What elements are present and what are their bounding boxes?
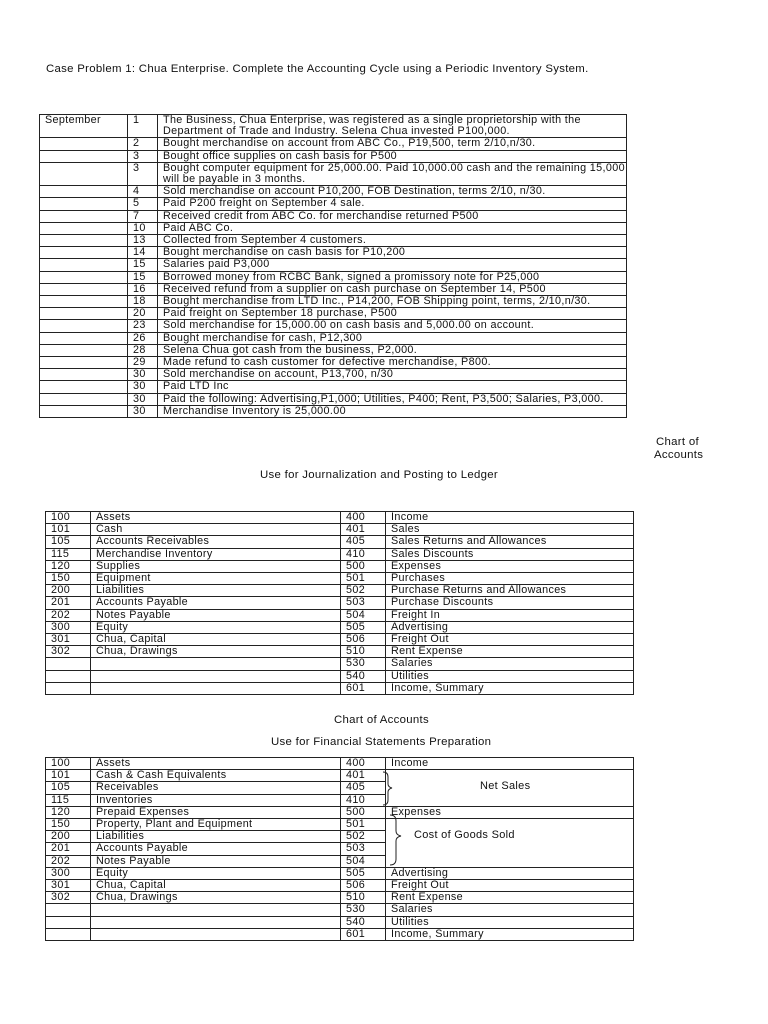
transaction-month-cell bbox=[40, 283, 128, 295]
transaction-month-cell bbox=[40, 271, 128, 283]
account-code-left: 200 bbox=[46, 585, 91, 597]
account-code-right: 405 bbox=[341, 782, 386, 794]
transaction-row bbox=[40, 271, 627, 283]
account-code-left: 300 bbox=[46, 867, 91, 879]
transaction-month-cell bbox=[40, 381, 128, 393]
account-name-left: Notes Payable bbox=[91, 609, 341, 621]
account-code-right: 510 bbox=[341, 646, 386, 658]
transaction-description: Bought computer equipment for 25,000.00. Paid 10,000.00 cash and the remaining 15,000 will be payable in 3 months. bbox=[158, 162, 627, 185]
transaction-description: Sold merchandise on account, P13,700, n/30 bbox=[158, 369, 627, 381]
transaction-description: Selena Chua got cash from the business, P2,000. bbox=[158, 344, 627, 356]
coa2-row bbox=[46, 831, 634, 843]
transaction-day: 29 bbox=[128, 357, 158, 369]
transaction-row bbox=[40, 198, 627, 210]
account-name-left: Cash bbox=[91, 524, 341, 536]
account-name-right: Salaries bbox=[386, 904, 634, 916]
account-code-left bbox=[46, 928, 91, 940]
account-code-right: 530 bbox=[341, 904, 386, 916]
account-name-right: Advertising bbox=[386, 621, 634, 633]
transaction-month-cell bbox=[40, 369, 128, 381]
account-name-left: Assets bbox=[91, 758, 341, 770]
account-name-left: Accounts Payable bbox=[91, 843, 341, 855]
account-code-right: 400 bbox=[341, 512, 386, 524]
account-code-left: 120 bbox=[46, 560, 91, 572]
coa1-row bbox=[46, 609, 634, 621]
account-name-right: Income, Summary bbox=[386, 682, 634, 694]
transaction-row bbox=[40, 162, 627, 185]
account-code-left: 101 bbox=[46, 770, 91, 782]
account-code-left: 201 bbox=[46, 843, 91, 855]
account-code-left: 120 bbox=[46, 806, 91, 818]
account-code-right: 502 bbox=[341, 585, 386, 597]
transaction-row bbox=[40, 381, 627, 393]
account-name-left: Accounts Payable bbox=[91, 597, 341, 609]
transaction-month-cell bbox=[40, 210, 128, 222]
account-code-right: 505 bbox=[341, 621, 386, 633]
transaction-day: 30 bbox=[128, 381, 158, 393]
account-name-right: Utilities bbox=[386, 670, 634, 682]
account-name-right bbox=[386, 855, 634, 867]
transaction-day: 15 bbox=[128, 271, 158, 283]
transaction-month-cell bbox=[40, 198, 128, 210]
account-code-right: 505 bbox=[341, 867, 386, 879]
transaction-row bbox=[40, 259, 627, 271]
side-note-chart-of: Chart of bbox=[656, 436, 699, 448]
transaction-description: Paid ABC Co. bbox=[158, 222, 627, 234]
transaction-description: Sold merchandise on account P10,200, FOB Destination, terms 2/10, n/30. bbox=[158, 186, 627, 198]
coa1-caption: Use for Journalization and Posting to Ledger bbox=[260, 469, 498, 481]
account-name-right: Sales bbox=[386, 524, 634, 536]
account-code-right: 503 bbox=[341, 597, 386, 609]
account-name-left: Receivables bbox=[91, 782, 341, 794]
account-code-right: 504 bbox=[341, 855, 386, 867]
account-name-right: Freight In bbox=[386, 609, 634, 621]
account-name-left: Chua, Drawings bbox=[91, 646, 341, 658]
transaction-description: The Business, Chua Enterprise, was registered as a single proprietorship with the Department of Trade and Industry. Selena Chua invested P100,000. bbox=[158, 115, 627, 138]
transaction-day: 14 bbox=[128, 247, 158, 259]
transaction-day: 20 bbox=[128, 308, 158, 320]
coa1-row bbox=[46, 670, 634, 682]
account-code-left: 105 bbox=[46, 782, 91, 794]
transaction-month-cell bbox=[40, 247, 128, 259]
transaction-day: 2 bbox=[128, 138, 158, 150]
transaction-description: Collected from September 4 customers. bbox=[158, 235, 627, 247]
transaction-day: 30 bbox=[128, 393, 158, 405]
transaction-day: 30 bbox=[128, 405, 158, 417]
coa2-row bbox=[46, 806, 634, 818]
account-code-left: 300 bbox=[46, 621, 91, 633]
coa1-row bbox=[46, 585, 634, 597]
account-name-left: Liabilities bbox=[91, 831, 341, 843]
transaction-month-cell bbox=[40, 296, 128, 308]
account-name-left: Chua, Capital bbox=[91, 880, 341, 892]
transaction-description: Bought merchandise on account from ABC Co., P19,500, term 2/10,n/30. bbox=[158, 138, 627, 150]
transaction-month-cell bbox=[40, 222, 128, 234]
transaction-month-cell bbox=[40, 320, 128, 332]
account-code-left bbox=[46, 916, 91, 928]
transaction-day: 10 bbox=[128, 222, 158, 234]
account-name-right: Purchases bbox=[386, 573, 634, 585]
account-name-left bbox=[91, 928, 341, 940]
account-code-right: 502 bbox=[341, 831, 386, 843]
account-code-right: 504 bbox=[341, 609, 386, 621]
coa2-row bbox=[46, 758, 634, 770]
transaction-month-cell bbox=[40, 393, 128, 405]
transaction-day: 26 bbox=[128, 332, 158, 344]
transaction-month-cell: September bbox=[40, 115, 128, 138]
transaction-row bbox=[40, 393, 627, 405]
account-code-left: 150 bbox=[46, 573, 91, 585]
side-note-accounts: Accounts bbox=[654, 449, 704, 461]
transaction-month-cell bbox=[40, 150, 128, 162]
coa1-row bbox=[46, 524, 634, 536]
account-name-right: Income bbox=[386, 758, 634, 770]
coa2-row bbox=[46, 928, 634, 940]
transaction-description: Bought merchandise for cash, P12,300 bbox=[158, 332, 627, 344]
account-code-left: 201 bbox=[46, 597, 91, 609]
coa2-row bbox=[46, 770, 634, 782]
account-code-left: 150 bbox=[46, 819, 91, 831]
account-code-right: 410 bbox=[341, 548, 386, 560]
transaction-day: 5 bbox=[128, 198, 158, 210]
account-name-right: Sales Returns and Allowances bbox=[386, 536, 634, 548]
transaction-description: Sold merchandise for 15,000.00 on cash basis and 5,000.00 on account. bbox=[158, 320, 627, 332]
account-code-right: 510 bbox=[341, 892, 386, 904]
account-name-left bbox=[91, 670, 341, 682]
account-code-right: 601 bbox=[341, 682, 386, 694]
transaction-row bbox=[40, 235, 627, 247]
account-code-left bbox=[46, 682, 91, 694]
account-name-right: Income bbox=[386, 512, 634, 524]
account-name-left: Supplies bbox=[91, 560, 341, 572]
transaction-month-cell bbox=[40, 308, 128, 320]
transaction-description: Paid LTD Inc bbox=[158, 381, 627, 393]
account-name-left: Property, Plant and Equipment bbox=[91, 819, 341, 831]
transaction-month-cell bbox=[40, 357, 128, 369]
account-code-right: 530 bbox=[341, 658, 386, 670]
transaction-description: Salaries paid P3,000 bbox=[158, 259, 627, 271]
transaction-row bbox=[40, 357, 627, 369]
transaction-month-cell bbox=[40, 186, 128, 198]
coa1-row bbox=[46, 682, 634, 694]
coa2-row bbox=[46, 843, 634, 855]
account-name-left bbox=[91, 682, 341, 694]
transaction-description: Paid the following: Advertising,P1,000; Utilities, P400; Rent, P3,500; Salaries, P3,000. bbox=[158, 393, 627, 405]
transaction-description: Bought merchandise from LTD Inc., P14,200, FOB Shipping point, terms, 2/10,n/30. bbox=[158, 296, 627, 308]
account-name-left: Liabilities bbox=[91, 585, 341, 597]
transaction-month-cell bbox=[40, 162, 128, 185]
transaction-day: 3 bbox=[128, 162, 158, 185]
transaction-row bbox=[40, 344, 627, 356]
account-name-left bbox=[91, 658, 341, 670]
transaction-month-cell bbox=[40, 138, 128, 150]
account-code-left bbox=[46, 904, 91, 916]
account-name-left: Equity bbox=[91, 621, 341, 633]
transaction-day: 23 bbox=[128, 320, 158, 332]
account-name-right: Freight Out bbox=[386, 634, 634, 646]
account-code-left: 100 bbox=[46, 758, 91, 770]
account-code-left bbox=[46, 670, 91, 682]
transaction-description: Borrowed money from RCBC Bank, signed a promissory note for P25,000 bbox=[158, 271, 627, 283]
transaction-description: Received refund from a supplier on cash purchase on September 14, P500 bbox=[158, 283, 627, 295]
transaction-row bbox=[40, 186, 627, 198]
transaction-day: 28 bbox=[128, 344, 158, 356]
transaction-row bbox=[40, 332, 627, 344]
coa2-row bbox=[46, 904, 634, 916]
account-code-left: 301 bbox=[46, 880, 91, 892]
coa1-row bbox=[46, 658, 634, 670]
coa2-row bbox=[46, 855, 634, 867]
coa2-row bbox=[46, 916, 634, 928]
transaction-row bbox=[40, 405, 627, 417]
account-name-left: Assets bbox=[91, 512, 341, 524]
coa2-row bbox=[46, 782, 634, 794]
account-code-right: 405 bbox=[341, 536, 386, 548]
account-code-right: 500 bbox=[341, 806, 386, 818]
account-code-left: 302 bbox=[46, 892, 91, 904]
account-name-left: Inventories bbox=[91, 794, 341, 806]
account-name-left: Chua, Drawings bbox=[91, 892, 341, 904]
transaction-day: 16 bbox=[128, 283, 158, 295]
account-code-left: 202 bbox=[46, 609, 91, 621]
transaction-month-cell bbox=[40, 332, 128, 344]
coa1-row bbox=[46, 548, 634, 560]
transaction-row bbox=[40, 283, 627, 295]
page-title: Case Problem 1: Chua Enterprise. Complete the Accounting Cycle using a Periodic Inventory System. bbox=[46, 63, 589, 75]
transaction-description: Received credit from ABC Co. for merchandise returned P500 bbox=[158, 210, 627, 222]
account-name-left bbox=[91, 916, 341, 928]
account-code-right: 506 bbox=[341, 634, 386, 646]
account-name-left: Notes Payable bbox=[91, 855, 341, 867]
transaction-row bbox=[40, 138, 627, 150]
account-name-left: Chua, Capital bbox=[91, 634, 341, 646]
account-name-right: Expenses bbox=[386, 560, 634, 572]
coa1-row bbox=[46, 621, 634, 633]
account-code-left: 100 bbox=[46, 512, 91, 524]
account-code-right: 410 bbox=[341, 794, 386, 806]
account-name-right: Freight Out bbox=[386, 880, 634, 892]
account-code-left: 115 bbox=[46, 548, 91, 560]
transaction-row bbox=[40, 115, 627, 138]
account-code-right: 601 bbox=[341, 928, 386, 940]
account-name-right: Salaries bbox=[386, 658, 634, 670]
account-name-right: Purchase Returns and Allowances bbox=[386, 585, 634, 597]
account-code-left: 200 bbox=[46, 831, 91, 843]
transaction-day: 3 bbox=[128, 150, 158, 162]
account-code-left: 115 bbox=[46, 794, 91, 806]
transaction-day: 30 bbox=[128, 369, 158, 381]
transaction-description: Made refund to cash customer for defective merchandise, P800. bbox=[158, 357, 627, 369]
transaction-month-cell bbox=[40, 235, 128, 247]
transaction-row bbox=[40, 296, 627, 308]
transaction-row bbox=[40, 308, 627, 320]
account-name-right: Expenses bbox=[386, 806, 634, 818]
coa2-row bbox=[46, 880, 634, 892]
coa1-row bbox=[46, 634, 634, 646]
chart-of-accounts-ledger-table bbox=[45, 511, 634, 695]
transaction-description: Bought office supplies on cash basis for P500 bbox=[158, 150, 627, 162]
transaction-month-cell bbox=[40, 344, 128, 356]
account-name-right: Purchase Discounts bbox=[386, 597, 634, 609]
transaction-day: 18 bbox=[128, 296, 158, 308]
transaction-day: 15 bbox=[128, 259, 158, 271]
transaction-row bbox=[40, 150, 627, 162]
transaction-month-cell bbox=[40, 259, 128, 271]
account-code-right: 401 bbox=[341, 524, 386, 536]
account-code-left: 202 bbox=[46, 855, 91, 867]
net-sales-label: Net Sales bbox=[480, 780, 531, 792]
coa2-row bbox=[46, 819, 634, 831]
transaction-day: 1 bbox=[128, 115, 158, 138]
transaction-day: 13 bbox=[128, 235, 158, 247]
account-code-right: 501 bbox=[341, 573, 386, 585]
account-code-left: 101 bbox=[46, 524, 91, 536]
coa1-row bbox=[46, 512, 634, 524]
account-name-left: Accounts Receivables bbox=[91, 536, 341, 548]
account-name-left: Equipment bbox=[91, 573, 341, 585]
account-name-right bbox=[386, 794, 634, 806]
account-code-right: 540 bbox=[341, 670, 386, 682]
coa2-caption: Use for Financial Statements Preparation bbox=[271, 736, 492, 748]
account-code-right: 401 bbox=[341, 770, 386, 782]
account-name-right: Rent Expense bbox=[386, 646, 634, 658]
coa1-row bbox=[46, 597, 634, 609]
account-code-left: 301 bbox=[46, 634, 91, 646]
coa1-row bbox=[46, 560, 634, 572]
transactions-table bbox=[39, 114, 627, 418]
account-code-right: 500 bbox=[341, 560, 386, 572]
account-name-left bbox=[91, 904, 341, 916]
transaction-description: Bought merchandise on cash basis for P10,200 bbox=[158, 247, 627, 259]
account-name-right: Rent Expense bbox=[386, 892, 634, 904]
account-name-left: Prepaid Expenses bbox=[91, 806, 341, 818]
coa1-row bbox=[46, 573, 634, 585]
account-code-right: 503 bbox=[341, 843, 386, 855]
account-name-left: Equity bbox=[91, 867, 341, 879]
chart-of-accounts-fs-table bbox=[45, 757, 634, 941]
transaction-row bbox=[40, 210, 627, 222]
account-name-right bbox=[386, 843, 634, 855]
account-name-right: Utilities bbox=[386, 916, 634, 928]
account-code-right: 540 bbox=[341, 916, 386, 928]
transaction-day: 7 bbox=[128, 210, 158, 222]
account-name-left: Merchandise Inventory bbox=[91, 548, 341, 560]
coa2-row bbox=[46, 794, 634, 806]
transaction-row bbox=[40, 222, 627, 234]
account-name-right: Income, Summary bbox=[386, 928, 634, 940]
account-code-right: 501 bbox=[341, 819, 386, 831]
transaction-row bbox=[40, 247, 627, 259]
coa2-heading: Chart of Accounts bbox=[334, 714, 430, 726]
account-code-left: 302 bbox=[46, 646, 91, 658]
cogs-label: Cost of Goods Sold bbox=[414, 829, 515, 841]
transaction-description: Paid freight on September 18 purchase, P500 bbox=[158, 308, 627, 320]
transaction-row bbox=[40, 369, 627, 381]
account-name-right: Sales Discounts bbox=[386, 548, 634, 560]
account-code-right: 506 bbox=[341, 880, 386, 892]
coa2-row bbox=[46, 892, 634, 904]
coa1-row bbox=[46, 536, 634, 548]
account-code-right: 400 bbox=[341, 758, 386, 770]
account-name-left: Cash & Cash Equivalents bbox=[91, 770, 341, 782]
account-name-right: Advertising bbox=[386, 867, 634, 879]
account-code-left bbox=[46, 658, 91, 670]
account-code-left: 105 bbox=[46, 536, 91, 548]
transaction-description: Paid P200 freight on September 4 sale. bbox=[158, 198, 627, 210]
coa1-row bbox=[46, 646, 634, 658]
transaction-month-cell bbox=[40, 405, 128, 417]
coa2-row bbox=[46, 867, 634, 879]
transaction-row bbox=[40, 320, 627, 332]
transaction-description: Merchandise Inventory is 25,000.00 bbox=[158, 405, 627, 417]
transaction-day: 4 bbox=[128, 186, 158, 198]
